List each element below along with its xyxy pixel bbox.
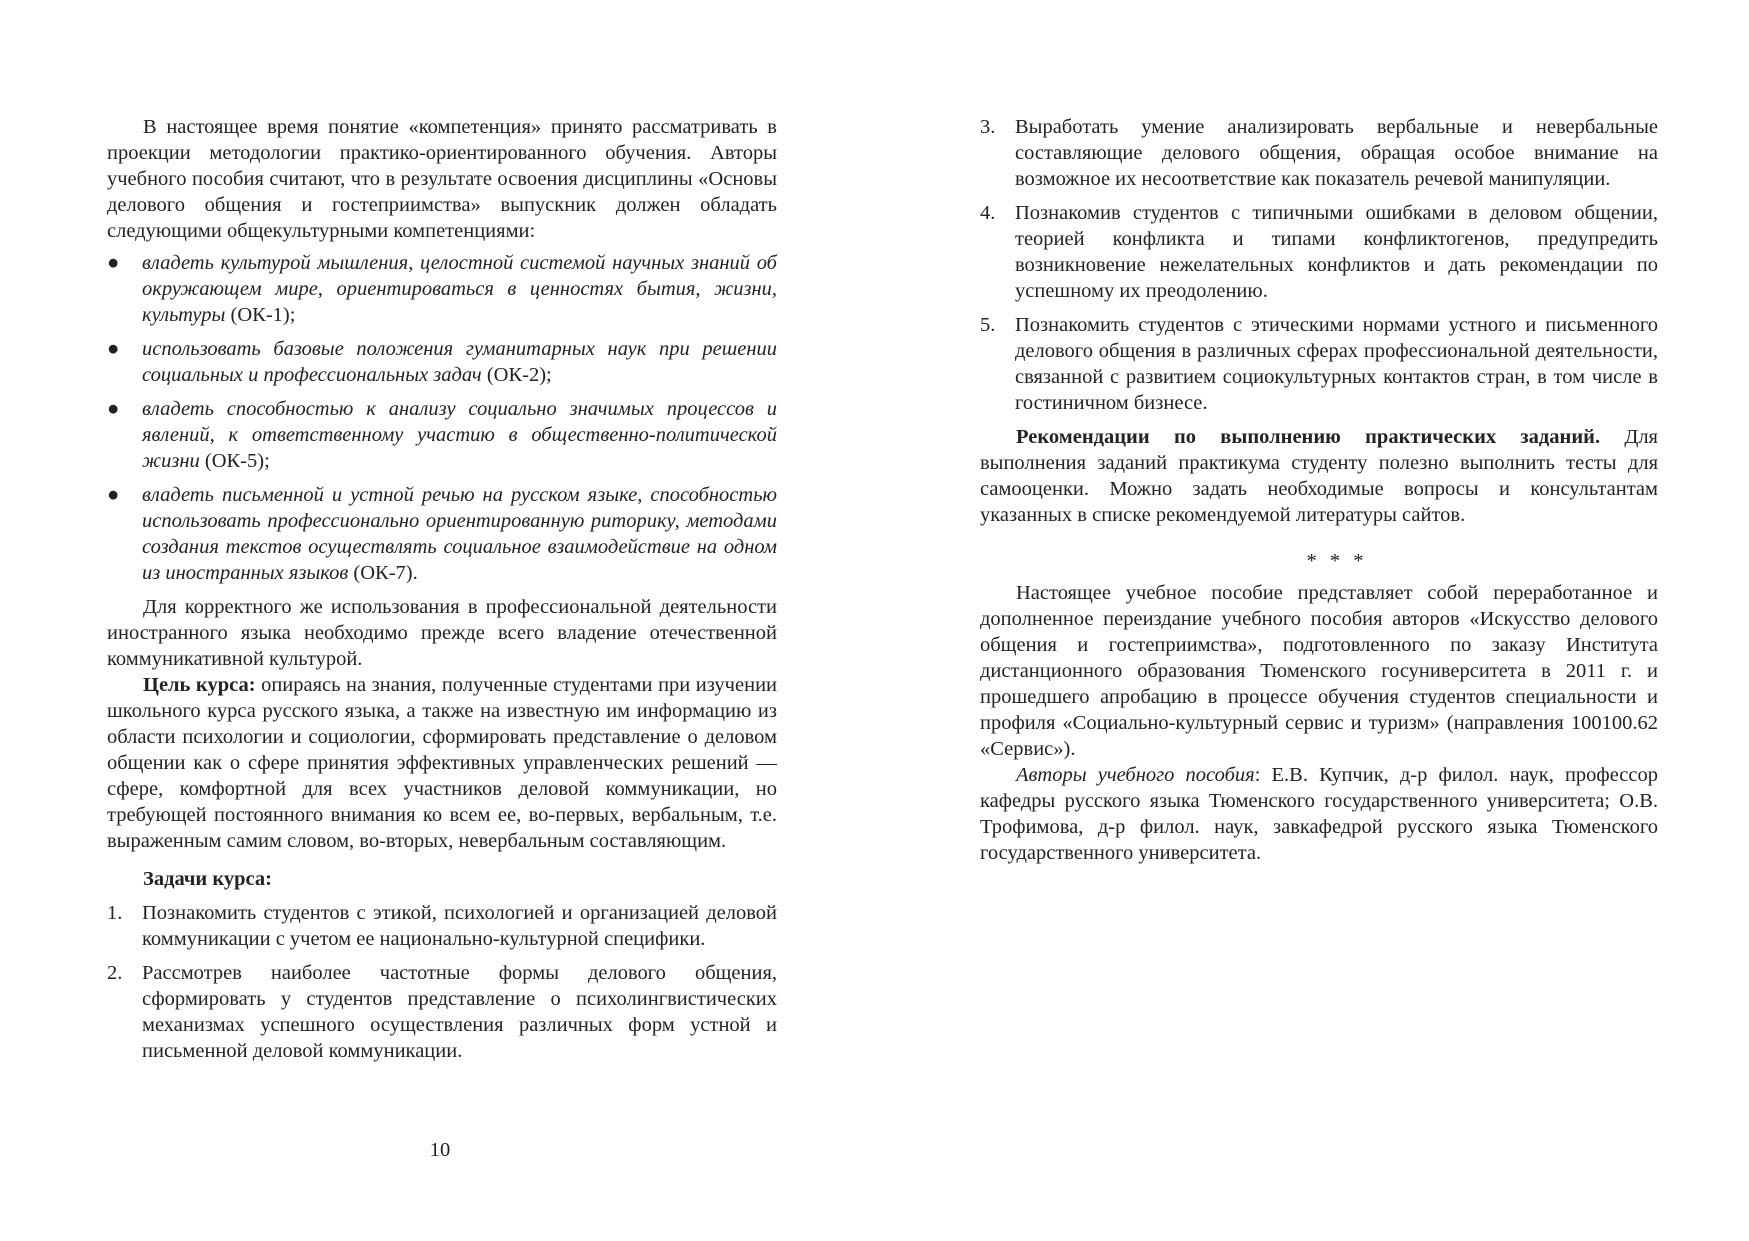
competency-item: [107, 396, 777, 474]
competency-code: (ОК-7).: [348, 562, 418, 584]
left-page-body: [107, 114, 777, 1072]
page-number: 10: [429, 1139, 451, 1161]
course-tasks-heading: Задачи курса:: [143, 868, 272, 890]
task-item: [980, 200, 1658, 304]
task-item: [980, 312, 1658, 416]
competency-item: [107, 250, 777, 328]
task-text: Рассмотрев наиболее частотные формы делового общения, сформировать у студентов представление о психолингвистических механизмах успешного осуществления различных форм устной и письменной деловой коммуникации.: [142, 962, 777, 1062]
task-text: Познакомить студентов с этическими нормами устного и письменного делового общения в различных сферах профессиональной деятельности, связанной с развитием социокультурных контактов стран, в том числе в гостиничном бизнесе.: [1015, 314, 1658, 414]
competency-code: (ОК-1);: [225, 304, 296, 326]
competency-text: владеть письменной и устной речью на русском языке, способностью использовать профессионально ориентированную риторику, методами создания текстов осуществлять социальное взаимодействие на одном из иностранных языков: [142, 484, 777, 584]
course-goal-text: опираясь на знания, полученные студентами при изучении школьного курса русского языка, а также на известную им информацию из области психологии и социологии, сформировать представление о деловом общении как о сфере принятия эффективных управленческих решений — сфере, комфортной для всех участников деловой коммуникации, но требующей постоянного внимания ко всем ее, во-первых, вербальным, т.е. выраженным самим словом, во-вторых, невербальным составляющим.: [107, 674, 778, 852]
course-goal-label: Цель курса:: [143, 674, 256, 696]
competency-text: владеть культурой мышления, целостной системой научных знаний об окружающем мире, ориентироваться в ценностях бытия, жизни, культуры: [142, 252, 777, 326]
task-number: 3.: [980, 116, 996, 138]
authors-label: Авторы учебного пособия: [1016, 764, 1255, 786]
task-item: [107, 900, 777, 952]
authors-text: : Е.В. Купчик, д-р филол. наук, профессор кафедры русского языка Тюменского государственного университета; О.В. Трофимова, д-р филол. наук, завкафедрой русского языка Тюменского государственного университета.: [980, 764, 1658, 864]
course-goal-paragraph: [107, 672, 777, 854]
authors-paragraph: [980, 762, 1658, 866]
competency-item: [107, 482, 777, 586]
recommendations-text: Для выполнения заданий практикума студенту полезно выполнить тесты для самооценки. Можно задать необходимые вопросы и консультантам указанных в списке рекомендуемой литературы сайтов.: [980, 426, 1658, 526]
competency-text: владеть способностью к анализу социально значимых процессов и явлений, к ответственному участию в общественно-политической жизни: [142, 398, 777, 472]
task-text: Выработать умение анализировать вербальные и невербальные составляющие делового общения, обращая особое внимание на возможное их несоответствие как показатель речевой манипуляции.: [1015, 116, 1658, 190]
edition-paragraph: Настоящее учебное пособие представляет собой переработанное и дополненное переиздание учебного пособия авторов «Искусство делового общения и гостеприимства», подготовленного по заказу Института дистанционного образования Тюменского госуниверситета в 2011 г. и прошедшего апробацию в процессе обучения студентов специальности и профиля «Социально-культурный сервис и туризм» (направления 100100.62 «Сервис»).: [980, 582, 1658, 760]
right-page-body: [980, 114, 1658, 866]
bullet-icon: ●: [107, 484, 120, 506]
competency-text: использовать базовые положения гуманитарных наук при решении социальных и профессиональных задач: [142, 338, 777, 386]
recommendations-label: Рекомендации по выполнению практических заданий.: [1016, 426, 1601, 448]
foreign-language-paragraph: Для корректного же использования в профессиональной деятельности иностранного языка необходимо прежде всего владение отечественной коммуникативной культурой.: [107, 596, 777, 670]
left-page: [0, 0, 874, 1241]
bullet-icon: ●: [107, 252, 120, 274]
task-number: 1.: [107, 902, 123, 924]
course-tasks-list: [107, 900, 777, 1064]
competency-code: (ОК-2);: [481, 364, 552, 386]
competencies-list: [107, 250, 777, 586]
task-text: Познакомить студентов с этикой, психологией и организацией деловой коммуникации с учетом ее национально-культурной специфики.: [142, 902, 777, 950]
section-separator: * * *: [1306, 550, 1368, 572]
task-item: [107, 960, 777, 1064]
task-number: 2.: [107, 962, 123, 984]
competency-item: [107, 336, 777, 388]
bullet-icon: ●: [107, 338, 120, 360]
task-number: 4.: [980, 202, 996, 224]
course-tasks-list-continued: [980, 114, 1658, 416]
task-text: Познакомив студентов с типичными ошибками в деловом общении, теорией конфликта и типами конфликтогенов, предупредить возникновение нежелательных конфликтов и дать рекомендации по успешному их преодолению.: [1015, 202, 1658, 302]
intro-paragraph: В настоящее время понятие «компетенция» принято рассматривать в проекции методологии практико-ориентированного обучения. Авторы учебного пособия считают, что в результате освоения дисциплины «Основы делового общения и гостеприимства» выпускник должен обладать следующими общекультурными компетенциями:: [107, 116, 777, 242]
right-page: [875, 0, 1749, 1241]
recommendations-paragraph: [980, 424, 1658, 528]
task-item: [980, 114, 1658, 192]
task-number: 5.: [980, 314, 996, 336]
competency-code: (ОК-5);: [199, 450, 270, 472]
bullet-icon: ●: [107, 398, 120, 420]
